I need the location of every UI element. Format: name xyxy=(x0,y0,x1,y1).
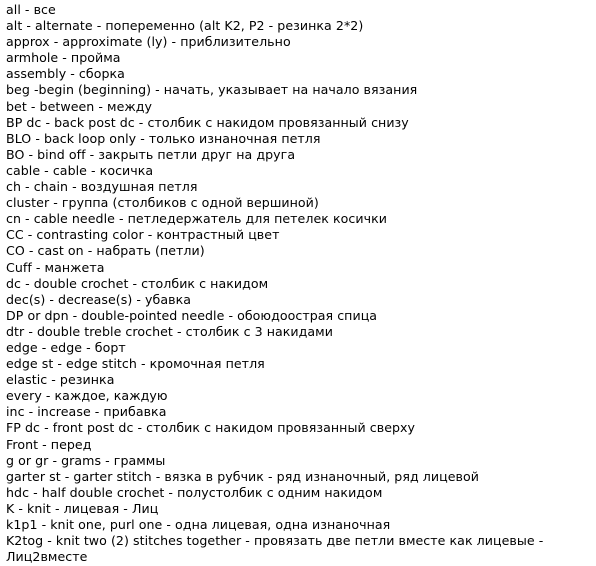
glossary-entry: k1p1 - knit one, purl one - одна лицевая, одна изнаночная xyxy=(6,517,391,532)
glossary-entry: edge - edge - борт xyxy=(6,339,126,355)
glossary-entry: garter st - garter stitch - вязка в рубчик - ряд изнаночный, ряд лицевой xyxy=(6,468,480,484)
glossary-entry: cluster - группа (столбиков с одной вершиной) xyxy=(6,195,319,211)
glossary-entry: dc - double crochet - столбик с накидом xyxy=(6,275,269,291)
glossary-entry: DP or dpn - double-pointed needle - обоюдоострая спица xyxy=(6,307,378,323)
glossary-entry: BLO - back loop only - только изнаночная петля xyxy=(6,130,321,146)
glossary-entry: CC - contrasting color - контрастный цвет xyxy=(6,227,280,243)
glossary-entry: dec(s) - decrease(s) - убавка xyxy=(6,291,192,307)
glossary-list xyxy=(6,2,592,565)
glossary-entry: cn - cable needle - петледержатель для петелек косички xyxy=(6,211,387,227)
glossary-entry: g or gr - grams - граммы xyxy=(6,452,166,468)
glossary-entry: elastic - резинка xyxy=(6,372,115,388)
glossary-entry: BO - bind off - закрыть петли друг на друга xyxy=(6,146,296,162)
glossary-entry: ch - chain - воздушная петля xyxy=(6,179,198,195)
glossary-entry: BP dc - back post dc - столбик с накидом провязанный снизу xyxy=(6,114,409,130)
glossary-entry: assembly - сборка xyxy=(6,66,125,82)
glossary-entry: inc - increase - прибавка xyxy=(6,404,167,420)
glossary-entry: approx - approximate (ly) - приблизительно xyxy=(6,34,291,50)
glossary-entry: all - все xyxy=(6,2,56,17)
glossary-entry: K - knit - лицевая - Лиц xyxy=(6,500,159,516)
glossary-entry: K2tog - knit two (2) stitches together - провязать две петли вместе как лицевые - Лиц2вместе xyxy=(6,533,548,565)
glossary-entry: armhole - пройма xyxy=(6,50,121,66)
glossary-entry: beg -begin (beginning) - начать, указывает на начало вязания xyxy=(6,82,418,98)
glossary-entry: cable - cable - косичка xyxy=(6,162,154,178)
glossary-entry: bet - between - между xyxy=(6,98,153,114)
glossary-entry: Cuff - манжета xyxy=(6,259,105,275)
glossary-entry: CO - cast on - набрать (петли) xyxy=(6,243,205,259)
glossary-entry: alt - alternate - попеременно (alt K2, P2 - резинка 2*2) xyxy=(6,18,364,34)
glossary-entry: every - каждое, каждую xyxy=(6,388,168,404)
glossary-entry: edge st - edge stitch - кромочная петля xyxy=(6,356,265,372)
glossary-entry: dtr - double treble crochet - столбик с 3 накидами xyxy=(6,323,333,339)
glossary-entry: FP dc - front post dc - столбик с накидом провязанный сверху xyxy=(6,420,416,436)
glossary-entry: Front - перед xyxy=(6,436,92,452)
glossary-entry: hdc - half double crochet - полустолбик с одним накидом xyxy=(6,484,383,500)
